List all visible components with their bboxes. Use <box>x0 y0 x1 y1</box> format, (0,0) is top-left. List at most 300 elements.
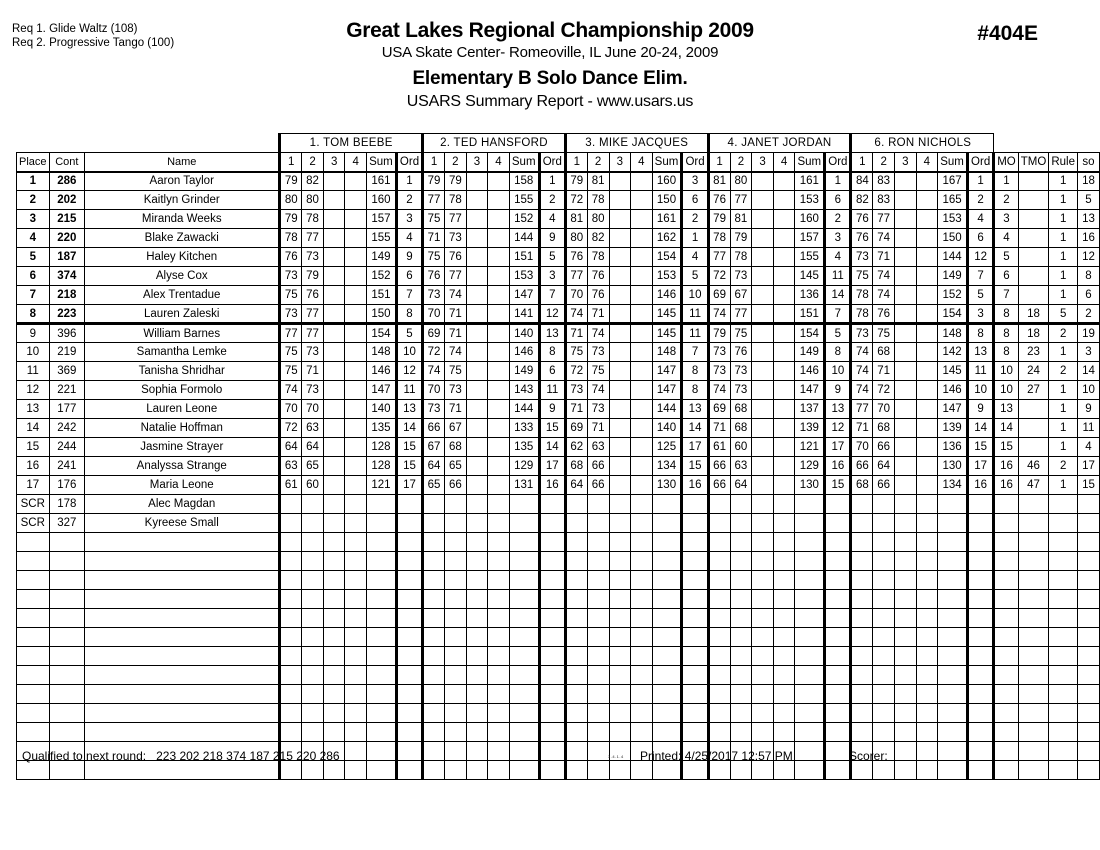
cell-j5-4 <box>916 533 938 552</box>
cell-j4-3 <box>752 305 774 324</box>
cell-j2-1: 77 <box>423 191 445 210</box>
cell-j2-ord <box>539 571 565 590</box>
table-row[interactable] <box>17 495 1100 514</box>
table-row[interactable] <box>17 419 1100 438</box>
cell-rule: 1 <box>1049 286 1078 305</box>
cell-j5-3 <box>895 514 917 533</box>
cell-j5-4 <box>916 761 938 780</box>
cell-j4-ord: 7 <box>825 305 851 324</box>
cell-j4-2 <box>730 495 752 514</box>
cell-rule <box>1049 514 1078 533</box>
cell-j2-2: 66 <box>444 476 466 495</box>
cell-j4-4 <box>773 172 795 191</box>
cell-j1-sum: 128 <box>366 457 396 476</box>
requirement-2: Req 2. Progressive Tango (100) <box>12 37 175 49</box>
cell-j5-2 <box>873 609 895 628</box>
cell-j4-3 <box>752 343 774 362</box>
cell-j5-2: 66 <box>873 438 895 457</box>
cell-j5-1: 75 <box>851 267 873 286</box>
table-row-empty[interactable] <box>17 647 1100 666</box>
cell-j2-2: 74 <box>444 343 466 362</box>
cell-j4-3 <box>752 172 774 191</box>
cell-j5-4 <box>916 343 938 362</box>
cell-j5-ord: 5 <box>968 286 994 305</box>
cell-rule: 2 <box>1049 457 1078 476</box>
cell-j2-2 <box>444 552 466 571</box>
cell-j2-3 <box>466 628 488 647</box>
cell-rule <box>1049 704 1078 723</box>
cell-name <box>85 533 280 552</box>
col-header-j5-2: 2 <box>873 153 895 172</box>
cell-j5-3 <box>895 210 917 229</box>
cell-j1-2: 79 <box>302 267 324 286</box>
cell-j2-4 <box>488 495 510 514</box>
col-header-j5-4: 4 <box>916 153 938 172</box>
cell-name <box>85 609 280 628</box>
cell-j3-ord <box>682 666 708 685</box>
cell-rule <box>1049 552 1078 571</box>
cell-j1-3 <box>323 210 345 229</box>
cell-j3-3 <box>609 571 631 590</box>
cell-j5-2: 71 <box>873 248 895 267</box>
cell-j2-1: 69 <box>423 324 445 343</box>
cell-j1-1: 61 <box>280 476 302 495</box>
cell-j2-1 <box>423 533 445 552</box>
cell-j2-3 <box>466 647 488 666</box>
cell-rule: 1 <box>1049 438 1078 457</box>
cell-j3-3 <box>609 324 631 343</box>
cell-j3-2 <box>587 647 609 666</box>
table-row-empty[interactable] <box>17 590 1100 609</box>
cell-j4-1: 69 <box>708 286 730 305</box>
cell-j1-3 <box>323 400 345 419</box>
cell-j3-2 <box>587 571 609 590</box>
table-row-empty[interactable] <box>17 609 1100 628</box>
cell-j1-3 <box>323 552 345 571</box>
table-row-empty[interactable] <box>17 666 1100 685</box>
cell-j1-1 <box>280 495 302 514</box>
cell-rule: 1 <box>1049 172 1078 191</box>
cell-j3-3 <box>609 533 631 552</box>
cell-j3-sum <box>652 628 682 647</box>
cell-so <box>1077 666 1099 685</box>
cell-j5-3 <box>895 628 917 647</box>
cell-j4-3 <box>752 267 774 286</box>
cell-j1-2 <box>302 647 324 666</box>
cell-j4-4 <box>773 704 795 723</box>
table-row[interactable] <box>17 362 1100 381</box>
table-row-empty[interactable] <box>17 571 1100 590</box>
cell-j3-sum <box>652 666 682 685</box>
cell-j1-sum <box>366 723 396 742</box>
cell-j4-ord: 10 <box>825 362 851 381</box>
cell-j5-1: 70 <box>851 438 873 457</box>
cell-j1-1: 75 <box>280 286 302 305</box>
cell-j1-2: 63 <box>302 419 324 438</box>
col-header-j4-1: 1 <box>708 153 730 172</box>
cell-j4-4 <box>773 723 795 742</box>
cell-tmo: 18 <box>1018 305 1049 324</box>
cell-j2-4 <box>488 305 510 324</box>
cell-j4-2: 73 <box>730 267 752 286</box>
cell-j2-3 <box>466 571 488 590</box>
cell-j1-1: 76 <box>280 248 302 267</box>
cell-cont <box>49 609 85 628</box>
table-row[interactable] <box>17 457 1100 476</box>
cell-j5-ord: 16 <box>968 476 994 495</box>
cell-j4-1 <box>708 533 730 552</box>
cell-j3-ord: 2 <box>682 210 708 229</box>
cell-j2-1: 66 <box>423 419 445 438</box>
cell-j5-3 <box>895 267 917 286</box>
cell-j4-3 <box>752 571 774 590</box>
cell-j3-sum <box>652 647 682 666</box>
cell-cont: 220 <box>49 229 85 248</box>
cell-mo: 8 <box>994 324 1019 343</box>
cell-rule: 1 <box>1049 476 1078 495</box>
cell-j2-1: 73 <box>423 286 445 305</box>
cell-j5-ord <box>968 628 994 647</box>
cell-j5-3 <box>895 343 917 362</box>
cell-j4-3 <box>752 419 774 438</box>
cell-j5-2: 66 <box>873 476 895 495</box>
cell-j3-1: 69 <box>565 419 587 438</box>
cell-j1-1: 73 <box>280 267 302 286</box>
cell-j4-1 <box>708 495 730 514</box>
cell-j2-3 <box>466 457 488 476</box>
cell-j4-2: 63 <box>730 457 752 476</box>
cell-j4-3 <box>752 704 774 723</box>
cell-rule <box>1049 647 1078 666</box>
cell-so <box>1077 704 1099 723</box>
table-row[interactable] <box>17 267 1100 286</box>
cell-j1-1: 75 <box>280 343 302 362</box>
cell-j2-4 <box>488 381 510 400</box>
cell-j5-3 <box>895 666 917 685</box>
cell-j2-2 <box>444 495 466 514</box>
cell-j5-1 <box>851 685 873 704</box>
table-row[interactable] <box>17 191 1100 210</box>
cell-j4-2: 76 <box>730 343 752 362</box>
cell-j3-sum: 147 <box>652 362 682 381</box>
table-row[interactable] <box>17 381 1100 400</box>
cell-rule <box>1049 723 1078 742</box>
cell-place <box>17 609 50 628</box>
cell-j2-1: 75 <box>423 248 445 267</box>
cell-j4-ord: 2 <box>825 210 851 229</box>
col-header-j1-3: 3 <box>323 153 345 172</box>
cell-j5-sum: 150 <box>938 229 968 248</box>
results-table <box>16 133 1100 780</box>
cell-j1-3 <box>323 343 345 362</box>
cell-j1-4 <box>345 723 367 742</box>
cell-j4-3 <box>752 457 774 476</box>
col-header-j4-ord: Ord <box>825 153 851 172</box>
cell-j4-3 <box>752 723 774 742</box>
cell-j2-sum: 135 <box>509 438 539 457</box>
table-row[interactable] <box>17 248 1100 267</box>
cell-j2-1 <box>423 647 445 666</box>
cell-j4-4 <box>773 286 795 305</box>
cell-cont: 396 <box>49 324 85 343</box>
cell-j5-ord: 10 <box>968 381 994 400</box>
table-row[interactable] <box>17 343 1100 362</box>
cell-j2-1 <box>423 590 445 609</box>
cell-j5-3 <box>895 362 917 381</box>
table-row[interactable] <box>17 438 1100 457</box>
cell-j5-ord: 8 <box>968 324 994 343</box>
cell-j2-2: 73 <box>444 229 466 248</box>
cell-j5-2: 83 <box>873 172 895 191</box>
cell-j1-sum <box>366 533 396 552</box>
cell-j5-sum: 142 <box>938 343 968 362</box>
cell-place: 12 <box>17 381 50 400</box>
cell-j4-ord: 8 <box>825 343 851 362</box>
cell-j1-sum: 155 <box>366 229 396 248</box>
cell-j5-sum <box>938 495 968 514</box>
cell-j2-3 <box>466 305 488 324</box>
cell-j2-1 <box>423 704 445 723</box>
cell-j1-ord <box>396 666 422 685</box>
cell-j1-2: 82 <box>302 172 324 191</box>
cell-j1-4 <box>345 267 367 286</box>
cell-j4-4 <box>773 590 795 609</box>
cell-j5-1: 77 <box>851 400 873 419</box>
cell-j1-4 <box>345 381 367 400</box>
cell-j1-2 <box>302 495 324 514</box>
cell-name <box>85 704 280 723</box>
cell-j1-3 <box>323 362 345 381</box>
cell-j4-sum: 154 <box>795 324 825 343</box>
cell-j2-sum: 143 <box>509 381 539 400</box>
venue-line: USA Skate Center- Romeoville, IL June 20-24, 2009 <box>381 44 719 61</box>
table-row-empty[interactable] <box>17 533 1100 552</box>
cell-j5-3 <box>895 457 917 476</box>
cell-j1-sum <box>366 685 396 704</box>
cell-j5-1 <box>851 666 873 685</box>
cell-j3-ord <box>682 571 708 590</box>
cell-j5-sum: 149 <box>938 267 968 286</box>
cell-j5-sum <box>938 533 968 552</box>
cell-rule <box>1049 495 1078 514</box>
table-row-empty[interactable] <box>17 704 1100 723</box>
competition-title: Great Lakes Regional Championship 2009 <box>346 19 754 42</box>
cell-j1-ord <box>396 609 422 628</box>
cell-j2-ord: 12 <box>539 305 565 324</box>
judge-header-1: 1. TOM BEEBE <box>280 134 423 153</box>
cell-name <box>85 666 280 685</box>
cell-j5-3 <box>895 723 917 742</box>
cell-j4-sum <box>795 647 825 666</box>
cell-j5-3 <box>895 400 917 419</box>
cell-so <box>1077 647 1099 666</box>
cell-j2-sum <box>509 647 539 666</box>
cell-j4-1: 76 <box>708 191 730 210</box>
cell-j2-1 <box>423 495 445 514</box>
cell-j4-4 <box>773 438 795 457</box>
cell-j2-sum: 141 <box>509 305 539 324</box>
table-row-empty[interactable] <box>17 628 1100 647</box>
cell-j3-1: 76 <box>565 248 587 267</box>
col-header-j5-3: 3 <box>895 153 917 172</box>
table-row[interactable] <box>17 514 1100 533</box>
cell-j4-ord <box>825 647 851 666</box>
cell-j3-sum: 146 <box>652 286 682 305</box>
cell-j3-4 <box>631 248 653 267</box>
cell-j4-2 <box>730 628 752 647</box>
cell-j4-3 <box>752 647 774 666</box>
col-header-j2-3: 3 <box>466 153 488 172</box>
cell-j4-3 <box>752 191 774 210</box>
cell-j5-ord: 7 <box>968 267 994 286</box>
table-row[interactable] <box>17 305 1100 324</box>
cell-j1-ord <box>396 552 422 571</box>
cell-j3-ord <box>682 723 708 742</box>
cell-j2-ord: 17 <box>539 457 565 476</box>
cell-j4-ord <box>825 628 851 647</box>
cell-j3-4 <box>631 552 653 571</box>
cell-j2-ord: 9 <box>539 229 565 248</box>
table-row[interactable] <box>17 229 1100 248</box>
cell-j5-2 <box>873 628 895 647</box>
cell-j1-4 <box>345 191 367 210</box>
cell-j1-ord: 8 <box>396 305 422 324</box>
cell-place: 11 <box>17 362 50 381</box>
cell-j1-2: 73 <box>302 248 324 267</box>
table-row-empty[interactable] <box>17 723 1100 742</box>
table-row-empty[interactable] <box>17 685 1100 704</box>
cell-mo: 16 <box>994 476 1019 495</box>
col-header-j1-sum: Sum <box>366 153 396 172</box>
cell-j4-2: 68 <box>730 400 752 419</box>
cell-j4-4 <box>773 571 795 590</box>
cell-j1-ord: 5 <box>396 324 422 343</box>
cell-j2-2: 78 <box>444 191 466 210</box>
cell-j2-3 <box>466 704 488 723</box>
col-header-j4-3: 3 <box>752 153 774 172</box>
cell-j5-ord: 6 <box>968 229 994 248</box>
cell-j3-3 <box>609 704 631 723</box>
table-row[interactable] <box>17 476 1100 495</box>
cell-j2-ord <box>539 761 565 780</box>
cell-tmo <box>1018 229 1049 248</box>
cell-j2-sum <box>509 704 539 723</box>
cell-j1-sum: 148 <box>366 343 396 362</box>
cell-j1-ord <box>396 685 422 704</box>
cell-j3-2: 73 <box>587 400 609 419</box>
cell-j5-sum: 147 <box>938 400 968 419</box>
col-header-j5-ord: Ord <box>968 153 994 172</box>
cell-j1-2 <box>302 704 324 723</box>
cell-place: SCR <box>17 514 50 533</box>
cell-tmo: 27 <box>1018 381 1049 400</box>
cell-j1-1 <box>280 571 302 590</box>
cell-j1-sum <box>366 514 396 533</box>
cell-j2-3 <box>466 742 488 761</box>
cell-j4-3 <box>752 495 774 514</box>
cell-so: 5 <box>1077 191 1099 210</box>
cell-j2-sum <box>509 666 539 685</box>
cell-j1-3 <box>323 495 345 514</box>
table-row-empty[interactable] <box>17 552 1100 571</box>
cell-j3-2 <box>587 666 609 685</box>
cell-j4-2: 60 <box>730 438 752 457</box>
cell-j1-sum <box>366 704 396 723</box>
table-row[interactable] <box>17 210 1100 229</box>
cell-so: 9 <box>1077 400 1099 419</box>
cell-j4-2 <box>730 723 752 742</box>
cell-j2-4 <box>488 761 510 780</box>
cell-j2-2 <box>444 723 466 742</box>
cell-j4-ord <box>825 571 851 590</box>
cell-j1-2: 78 <box>302 210 324 229</box>
cell-rule: 1 <box>1049 400 1078 419</box>
table-row[interactable] <box>17 172 1100 191</box>
cell-j3-2 <box>587 742 609 761</box>
cell-j1-3 <box>323 647 345 666</box>
cell-j3-2: 71 <box>587 419 609 438</box>
cell-cont <box>49 552 85 571</box>
cell-mo: 14 <box>994 419 1019 438</box>
cell-j3-sum <box>652 571 682 590</box>
cell-j3-4 <box>631 533 653 552</box>
cell-j4-3 <box>752 324 774 343</box>
cell-j5-4 <box>916 514 938 533</box>
cell-j3-4 <box>631 400 653 419</box>
table-row[interactable] <box>17 400 1100 419</box>
cell-j5-3 <box>895 495 917 514</box>
cell-j1-4 <box>345 647 367 666</box>
cell-j2-sum: 144 <box>509 229 539 248</box>
cell-j1-3 <box>323 666 345 685</box>
cell-j5-4 <box>916 248 938 267</box>
cell-j5-3 <box>895 647 917 666</box>
cell-j2-1: 70 <box>423 305 445 324</box>
cell-j4-3 <box>752 476 774 495</box>
table-row[interactable] <box>17 286 1100 305</box>
cell-so: 11 <box>1077 419 1099 438</box>
cell-j2-ord <box>539 514 565 533</box>
cell-rule: 1 <box>1049 267 1078 286</box>
cell-tmo <box>1018 742 1049 761</box>
cell-j2-4 <box>488 704 510 723</box>
cell-j2-2: 77 <box>444 210 466 229</box>
col-header-j2-ord: Ord <box>539 153 565 172</box>
cell-j4-2 <box>730 609 752 628</box>
cell-j1-sum: 154 <box>366 324 396 343</box>
cell-j5-3 <box>895 704 917 723</box>
cell-j1-3 <box>323 628 345 647</box>
cell-j1-4 <box>345 761 367 780</box>
cell-j1-sum: 161 <box>366 172 396 191</box>
cell-j4-1: 73 <box>708 343 730 362</box>
table-row[interactable] <box>17 324 1100 343</box>
cell-j5-4 <box>916 476 938 495</box>
cell-place <box>17 666 50 685</box>
cell-j5-1: 71 <box>851 419 873 438</box>
cell-j5-2 <box>873 590 895 609</box>
cell-j5-3 <box>895 685 917 704</box>
cell-j1-sum: 149 <box>366 248 396 267</box>
judge-header-4: 4. JANET JORDAN <box>708 134 851 153</box>
cell-j3-1 <box>565 609 587 628</box>
col-header-mo: MO <box>994 153 1019 172</box>
cell-j3-4 <box>631 723 653 742</box>
cell-j4-sum: 145 <box>795 267 825 286</box>
cell-j4-3 <box>752 381 774 400</box>
cell-j3-3 <box>609 723 631 742</box>
cell-place: 2 <box>17 191 50 210</box>
